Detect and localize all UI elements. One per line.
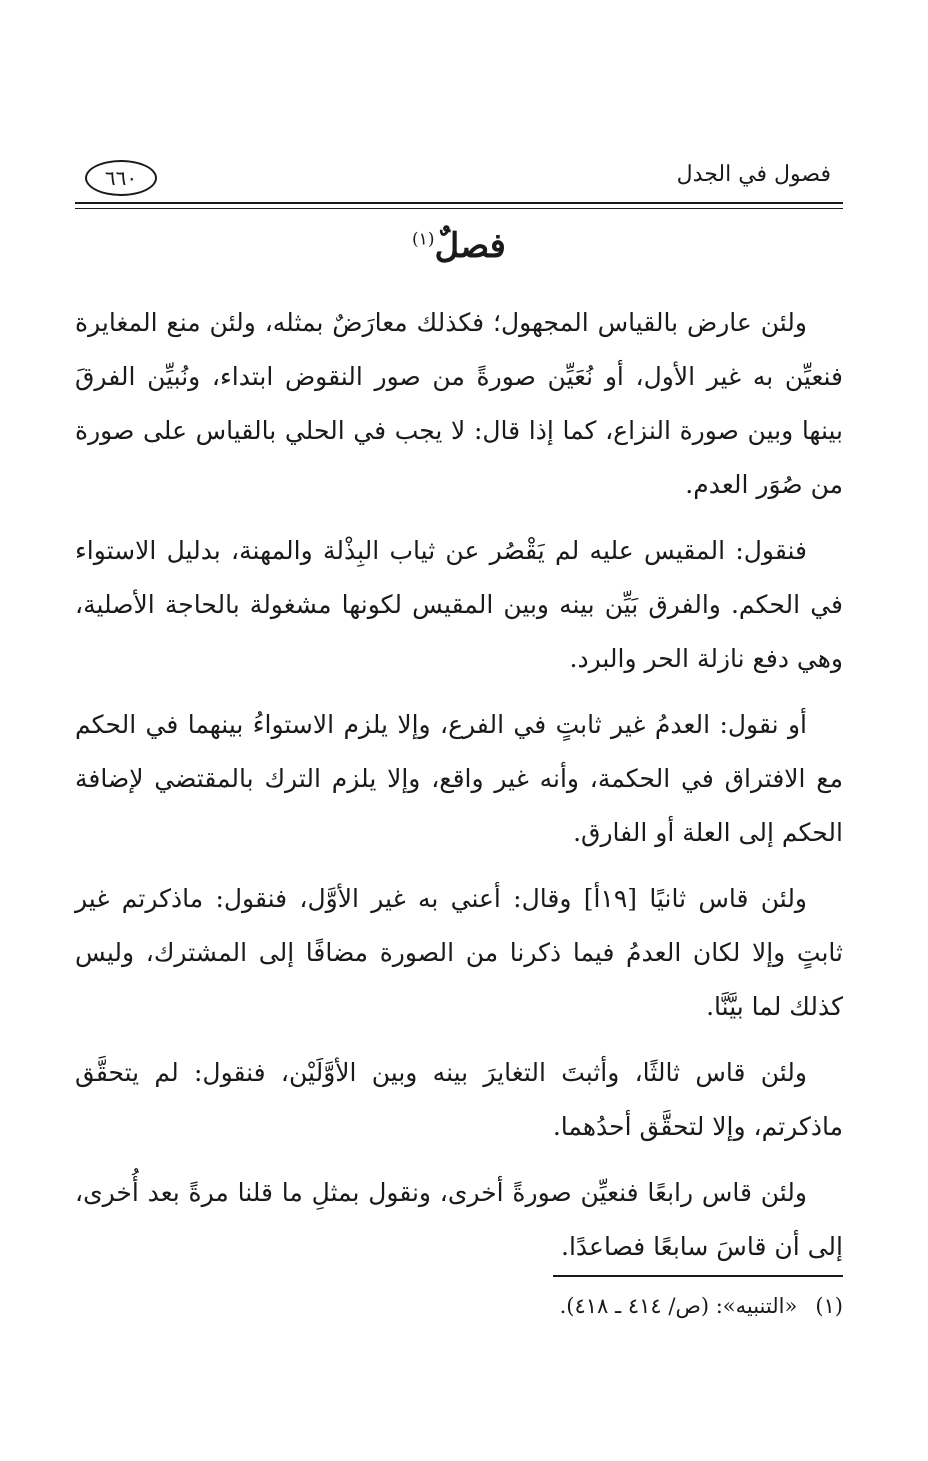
footnotes — [75, 1290, 843, 1322]
paragraph: فنقول: المقيس عليه لم يَقْصُر عن ثياب البِذْلة والمهنة، بدليل الاستواء في الحكم. والفرق بَيِّن بينه وبين المقيس لكونها مشغولة بالحاجة الأصلية، وهي دفع نازلة الحر والبرد. — [75, 536, 843, 673]
page-number: ٦٦٠ — [85, 160, 157, 196]
paragraph: أو نقول: العدمُ غير ثابتٍ في الفرع، وإلا يلزم الاستواءُ بينهما في الحكم مع الافتراق في الحكمة، وأنه غير واقع، وإلا يلزم الترك بالمقتضي لإضافة الحكم إلى العلة أو الفارق. — [75, 710, 843, 847]
body-text — [75, 296, 843, 1286]
footnote-number: (١) — [815, 1294, 843, 1318]
paragraph: ولئن قاس ثانيًا [١٩أ] وقال: أعني به غير الأوَّل، فنقول: ماذكرتم غير ثابتٍ وإلا لكان العدمُ فيما ذكرنا من الصورة مضافًا إلى المشترك، وليس كذلك لما بيَّنَّا. — [75, 884, 843, 1021]
chapter-heading-title: فصلٌ — [434, 226, 506, 266]
footnote-text: «التنبيه»: (ص/ ٤١٤ ـ ٤١٨). — [559, 1294, 798, 1318]
paragraph: ولئن قاس رابعًا فنعيِّن صورةً أخرى، ونقول بمثلِ ما قلنا مرةً بعد أُخرى، إلى أن قاسَ سابعًا فصاعدًا. — [75, 1178, 843, 1261]
book-title: فصول في الجدل — [676, 162, 831, 187]
footnote-reference: (١) — [412, 229, 435, 250]
footnote — [75, 1290, 843, 1322]
footnote-separator — [553, 1275, 843, 1277]
chapter-heading — [75, 226, 843, 266]
running-header — [75, 158, 843, 198]
paragraph: ولئن عارض بالقياس المجهول؛ فكذلك معارَضٌ بمثله، ولئن منع المغايرة فنعيِّن به غير الأول، أو نُعَيِّن صورةً من صور النقوض ابتداء، ونُبيِّن الفرقَ بينها وبين صورة النزاع، كما إذا قال: لا يجب في الحلي بالقياس على صورة من صُوَر العدم. — [75, 308, 843, 499]
header-rule — [75, 202, 843, 204]
book-page — [75, 0, 843, 1461]
header-rule-thin — [75, 208, 843, 209]
paragraph: ولئن قاس ثالثًا، وأثبتَ التغايرَ بينه وبين الأوَّلَيْن، فنقول: لم يتحقَّق ماذكرتم، وإلا لتحقَّق أحدُهما. — [75, 1058, 843, 1141]
